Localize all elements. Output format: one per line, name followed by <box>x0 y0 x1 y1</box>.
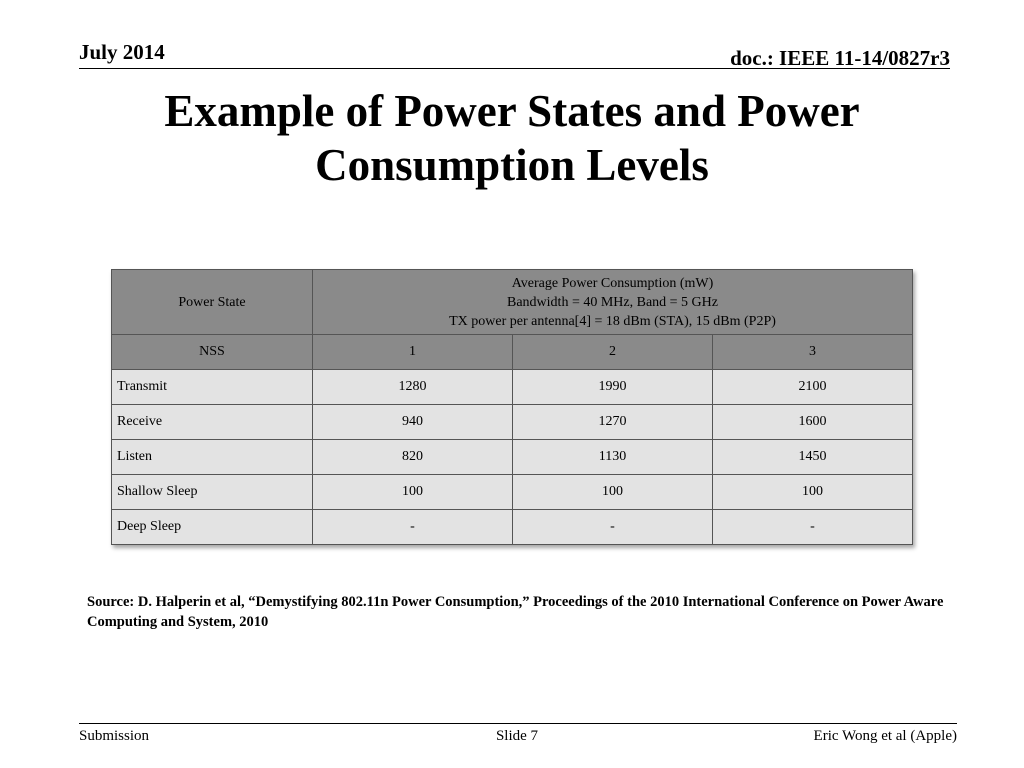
avg-power-header-line-1: Average Power Consumption (mW) <box>511 275 714 291</box>
row-state-label: Receive <box>112 405 313 440</box>
row-value: 1600 <box>713 405 913 440</box>
row-value: 100 <box>513 475 713 510</box>
footer-submission: Submission <box>79 728 150 744</box>
row-value: - <box>713 510 913 545</box>
header-divider <box>79 68 950 69</box>
row-value: 100 <box>713 475 913 510</box>
row-value: 820 <box>313 440 513 475</box>
footer-divider <box>79 723 957 724</box>
slide-title <box>0 84 1024 192</box>
nss-value: 2 <box>513 335 713 370</box>
nss-value: 3 <box>713 335 913 370</box>
row-value: - <box>313 510 513 545</box>
slide-title-line-2: Consumption Levels <box>315 140 709 190</box>
power-consumption-table <box>111 269 913 545</box>
table-header-row <box>112 270 913 335</box>
nss-label: NSS <box>112 335 313 370</box>
slide-title-line-1: Example of Power States and Power <box>164 86 860 136</box>
row-state-label: Deep Sleep <box>112 510 313 545</box>
table-row <box>112 405 913 440</box>
power-state-header: Power State <box>112 270 313 335</box>
source-citation: Source: D. Halperin et al, “Demystifying 802.11n Power Consumption,” Proceedings of the 2010 International Conference on Power Aware Computing and System, 2010 <box>87 594 944 630</box>
footer-author: Eric Wong et al (Apple) <box>813 728 957 744</box>
row-value: 1450 <box>713 440 913 475</box>
avg-power-header-line-2: Bandwidth = 40 MHz, Band = 5 GHz <box>507 294 718 310</box>
row-value: 1130 <box>513 440 713 475</box>
row-state-label: Shallow Sleep <box>112 475 313 510</box>
row-value: 1280 <box>313 370 513 405</box>
header-date: July 2014 <box>79 40 165 64</box>
row-value: 1990 <box>513 370 713 405</box>
table-row <box>112 475 913 510</box>
table-row <box>112 510 913 545</box>
table-row <box>112 370 913 405</box>
row-value: 100 <box>313 475 513 510</box>
avg-power-header-line-3: TX power per antenna[4] = 18 dBm (STA), 15 dBm (P2P) <box>449 313 776 329</box>
row-state-label: Listen <box>112 440 313 475</box>
avg-power-header <box>313 270 913 335</box>
nss-value: 1 <box>313 335 513 370</box>
nss-row <box>112 335 913 370</box>
table-row <box>112 440 913 475</box>
row-value: 2100 <box>713 370 913 405</box>
header-doc-id: doc.: IEEE 11-14/0827r3 <box>730 46 950 70</box>
row-value: - <box>513 510 713 545</box>
footer-slide-number: Slide 7 <box>495 728 539 744</box>
row-value: 940 <box>313 405 513 440</box>
row-value: 1270 <box>513 405 713 440</box>
row-state-label: Transmit <box>112 370 313 405</box>
